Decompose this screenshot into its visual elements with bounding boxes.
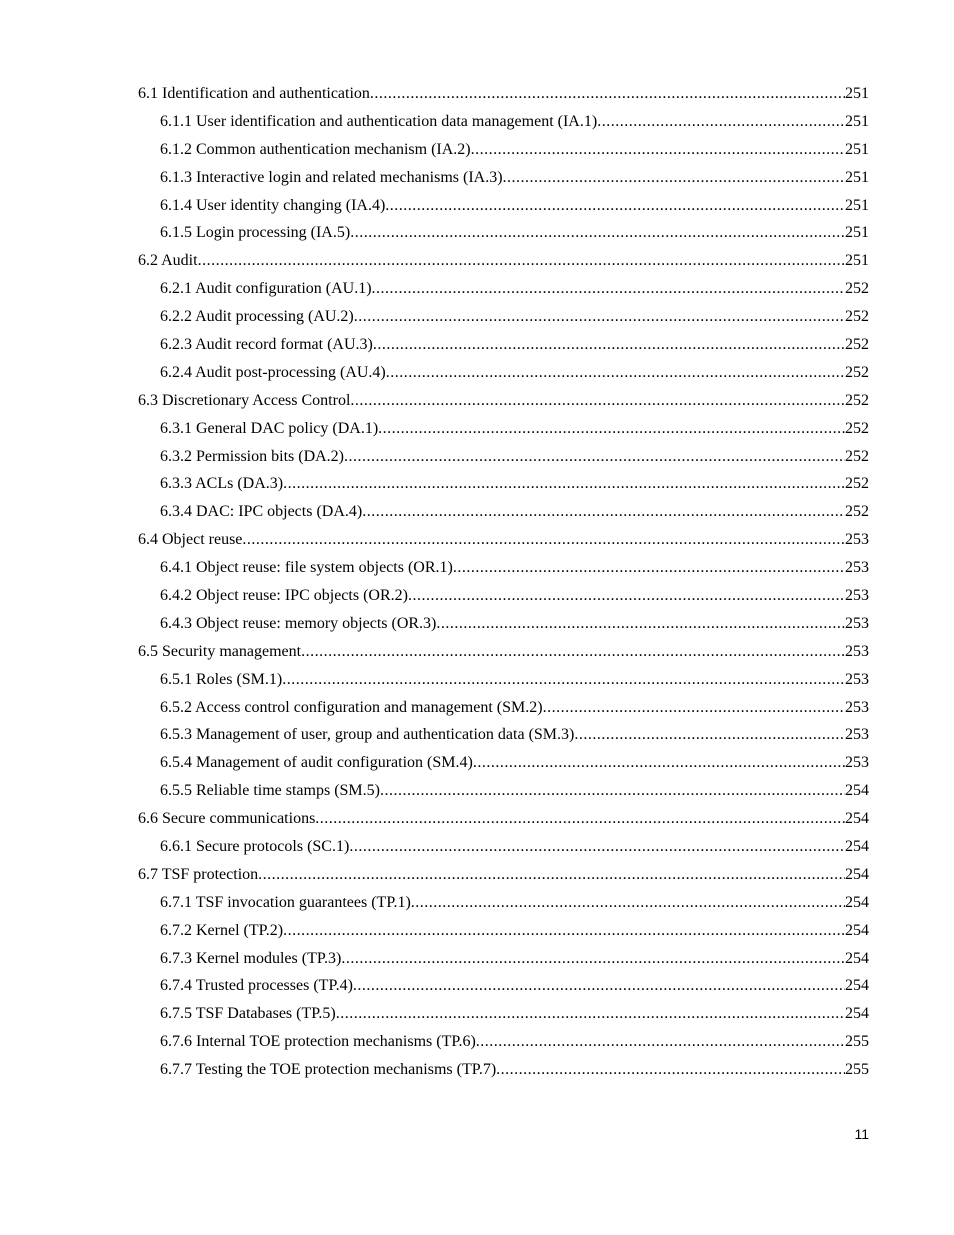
toc-dot-leader — [282, 671, 845, 689]
toc-dot-leader — [349, 838, 845, 856]
toc-entry-label: 6.7.2 Kernel (TP.2) — [160, 921, 284, 939]
toc-entry-label: 6.1 Identification and authentication — [138, 84, 370, 102]
toc-dot-leader — [597, 113, 845, 131]
toc-entry-page-number: 254 — [845, 837, 869, 855]
toc-entry-label: 6.5.1 Roles (SM.1) — [160, 670, 283, 688]
toc-entry-page-number: 254 — [845, 1005, 869, 1023]
toc-subsection-entry[interactable] — [138, 470, 869, 498]
toc-entry-page-number: 252 — [845, 391, 869, 409]
toc-subsection-entry[interactable] — [138, 1028, 869, 1056]
toc-subsection-entry[interactable] — [138, 973, 869, 1001]
toc-subsection-entry[interactable] — [138, 443, 869, 471]
toc-entry-label: 6.5.4 Management of audit configuration (SM.4) — [160, 754, 473, 772]
toc-entry-label: 6.5.3 Management of user, group and authentication data (SM.3) — [160, 726, 575, 744]
toc-entry-page-number: 254 — [845, 893, 869, 911]
toc-entry-page-number: 251 — [845, 224, 869, 242]
toc-dot-leader — [258, 866, 845, 884]
toc-entry-label: 6.7.5 TSF Databases (TP.5) — [160, 1005, 336, 1023]
toc-entry-label: 6.2.1 Audit configuration (AU.1) — [160, 280, 372, 298]
toc-entry-page-number: 253 — [845, 614, 869, 632]
toc-dot-leader — [380, 782, 845, 800]
toc-entry-label: 6.5.2 Access control configuration and management (SM.2) — [160, 698, 543, 716]
toc-dot-leader — [350, 224, 845, 242]
toc-dot-leader — [471, 141, 845, 159]
toc-entry-page-number: 255 — [845, 1061, 869, 1079]
toc-entry-label: 6.3.3 ACLs (DA.3) — [160, 475, 284, 493]
toc-entry-page-number: 254 — [845, 977, 869, 995]
table-of-contents — [138, 80, 869, 1084]
toc-entry-page-number: 252 — [845, 363, 869, 381]
toc-entry-label: 6.5 Security management — [138, 642, 302, 660]
toc-dot-leader — [372, 280, 845, 298]
toc-entry-label: 6.1.5 Login processing (IA.5) — [160, 224, 351, 242]
toc-dot-leader — [385, 197, 845, 215]
toc-dot-leader — [242, 531, 845, 549]
toc-entry-label: 6.7.7 Testing the TOE protection mechanisms (TP.7) — [160, 1061, 497, 1079]
toc-entry-label: 6.7.1 TSF invocation guarantees (TP.1) — [160, 893, 411, 911]
toc-entry-label: 6.5.5 Reliable time stamps (SM.5) — [160, 782, 380, 800]
toc-dot-leader — [344, 448, 845, 466]
toc-subsection-entry[interactable] — [138, 721, 869, 749]
toc-section-entry[interactable] — [138, 805, 869, 833]
toc-entry-page-number: 253 — [845, 754, 869, 772]
toc-dot-leader — [574, 726, 845, 744]
toc-dot-leader — [453, 559, 845, 577]
toc-section-entry[interactable] — [138, 247, 869, 275]
toc-subsection-entry[interactable] — [138, 415, 869, 443]
toc-dot-leader — [354, 308, 845, 326]
toc-entry-page-number: 251 — [845, 168, 869, 186]
toc-dot-leader — [350, 392, 845, 410]
toc-entry-label: 6.4.1 Object reuse: file system objects (OR.1) — [160, 559, 453, 577]
toc-dot-leader — [496, 1061, 845, 1079]
toc-dot-leader — [436, 615, 845, 633]
toc-entry-page-number: 253 — [845, 726, 869, 744]
toc-section-entry[interactable] — [138, 526, 869, 554]
toc-section-entry[interactable] — [138, 387, 869, 415]
toc-subsection-entry[interactable] — [138, 136, 869, 164]
toc-entry-label: 6.1.3 Interactive login and related mechanisms (IA.3) — [160, 168, 503, 186]
toc-dot-leader — [315, 810, 845, 828]
toc-entry-page-number: 252 — [845, 475, 869, 493]
toc-dot-leader — [336, 1005, 845, 1023]
toc-entry-label: 6.7 TSF protection — [138, 865, 259, 883]
toc-dot-leader — [198, 252, 845, 270]
toc-entry-label: 6.1.1 User identification and authentication data management (IA.1) — [160, 112, 598, 130]
toc-entry-page-number: 251 — [845, 140, 869, 158]
toc-entry-page-number: 253 — [845, 642, 869, 660]
toc-dot-leader — [353, 977, 845, 995]
page-number: 11 — [854, 1126, 869, 1142]
toc-subsection-entry[interactable] — [138, 582, 869, 610]
toc-subsection-entry[interactable] — [138, 833, 869, 861]
toc-entry-label: 6.7.6 Internal TOE protection mechanisms (TP.6) — [160, 1033, 476, 1051]
toc-entry-page-number: 252 — [845, 419, 869, 437]
toc-entry-label: 6.6 Secure communications — [138, 810, 316, 828]
toc-entry-label: 6.3.1 General DAC policy (DA.1) — [160, 419, 379, 437]
toc-section-entry[interactable] — [138, 638, 869, 666]
toc-dot-leader — [476, 1033, 845, 1051]
toc-dot-leader — [283, 922, 845, 940]
toc-subsection-entry[interactable] — [138, 610, 869, 638]
toc-entry-page-number: 253 — [845, 586, 869, 604]
toc-entry-page-number: 252 — [845, 335, 869, 353]
toc-subsection-entry[interactable] — [138, 554, 869, 582]
toc-entry-page-number: 254 — [845, 810, 869, 828]
toc-entry-label: 6.2 Audit — [138, 252, 198, 270]
toc-dot-leader — [301, 643, 845, 661]
toc-subsection-entry[interactable] — [138, 219, 869, 247]
toc-dot-leader — [503, 169, 845, 187]
toc-subsection-entry[interactable] — [138, 331, 869, 359]
toc-subsection-entry[interactable] — [138, 889, 869, 917]
toc-dot-leader — [341, 950, 845, 968]
toc-subsection-entry[interactable] — [138, 917, 869, 945]
toc-dot-leader — [386, 364, 845, 382]
toc-entry-label: 6.3.4 DAC: IPC objects (DA.4) — [160, 503, 363, 521]
toc-dot-leader — [473, 754, 845, 772]
toc-dot-leader — [370, 85, 845, 103]
toc-entry-page-number: 253 — [845, 670, 869, 688]
toc-subsection-entry[interactable] — [138, 498, 869, 526]
toc-entry-page-number: 253 — [845, 531, 869, 549]
toc-section-entry[interactable] — [138, 80, 869, 108]
toc-subsection-entry[interactable] — [138, 359, 869, 387]
toc-entry-label: 6.7.3 Kernel modules (TP.3) — [160, 949, 342, 967]
toc-entry-label: 6.4.2 Object reuse: IPC objects (OR.2) — [160, 586, 408, 604]
toc-dot-leader — [411, 894, 845, 912]
toc-entry-page-number: 252 — [845, 308, 869, 326]
toc-entry-page-number: 254 — [845, 782, 869, 800]
toc-entry-page-number: 251 — [845, 112, 869, 130]
toc-subsection-entry[interactable] — [138, 694, 869, 722]
toc-subsection-entry[interactable] — [138, 666, 869, 694]
toc-entry-page-number: 252 — [845, 447, 869, 465]
toc-entry-page-number: 252 — [845, 280, 869, 298]
toc-entry-page-number: 254 — [845, 921, 869, 939]
toc-dot-leader — [408, 587, 845, 605]
toc-entry-page-number: 252 — [845, 503, 869, 521]
toc-entry-page-number: 251 — [845, 196, 869, 214]
toc-entry-label: 6.4.3 Object reuse: memory objects (OR.3) — [160, 614, 437, 632]
toc-subsection-entry[interactable] — [138, 303, 869, 331]
toc-dot-leader — [543, 699, 845, 717]
toc-subsection-entry[interactable] — [138, 108, 869, 136]
toc-section-entry[interactable] — [138, 861, 869, 889]
toc-entry-page-number: 254 — [845, 949, 869, 967]
toc-entry-label: 6.3.2 Permission bits (DA.2) — [160, 447, 344, 465]
toc-subsection-entry[interactable] — [138, 192, 869, 220]
toc-entry-page-number: 251 — [845, 84, 869, 102]
toc-dot-leader — [378, 420, 845, 438]
toc-dot-leader — [362, 503, 845, 521]
toc-entry-label: 6.3 Discretionary Access Control — [138, 391, 351, 409]
toc-subsection-entry[interactable] — [138, 777, 869, 805]
toc-entry-page-number: 253 — [845, 559, 869, 577]
toc-entry-label: 6.1.2 Common authentication mechanism (IA.2) — [160, 140, 471, 158]
toc-subsection-entry[interactable] — [138, 945, 869, 973]
toc-entry-page-number: 253 — [845, 698, 869, 716]
toc-entry-label: 6.2.2 Audit processing (AU.2) — [160, 308, 354, 326]
toc-entry-label: 6.2.4 Audit post-processing (AU.4) — [160, 363, 386, 381]
toc-entry-label: 6.6.1 Secure protocols (SC.1) — [160, 837, 350, 855]
toc-subsection-entry[interactable] — [138, 1000, 869, 1028]
toc-subsection-entry[interactable] — [138, 749, 869, 777]
toc-subsection-entry[interactable] — [138, 164, 869, 192]
toc-entry-label: 6.1.4 User identity changing (IA.4) — [160, 196, 386, 214]
toc-entry-label: 6.4 Object reuse — [138, 531, 243, 549]
toc-subsection-entry[interactable] — [138, 275, 869, 303]
toc-entry-page-number: 254 — [845, 865, 869, 883]
toc-entry-label: 6.2.3 Audit record format (AU.3) — [160, 335, 373, 353]
toc-dot-leader — [283, 475, 845, 493]
toc-entry-label: 6.7.4 Trusted processes (TP.4) — [160, 977, 353, 995]
toc-subsection-entry[interactable] — [138, 1056, 869, 1084]
toc-entry-page-number: 255 — [845, 1033, 869, 1051]
toc-dot-leader — [373, 336, 845, 354]
toc-entry-page-number: 251 — [845, 252, 869, 270]
